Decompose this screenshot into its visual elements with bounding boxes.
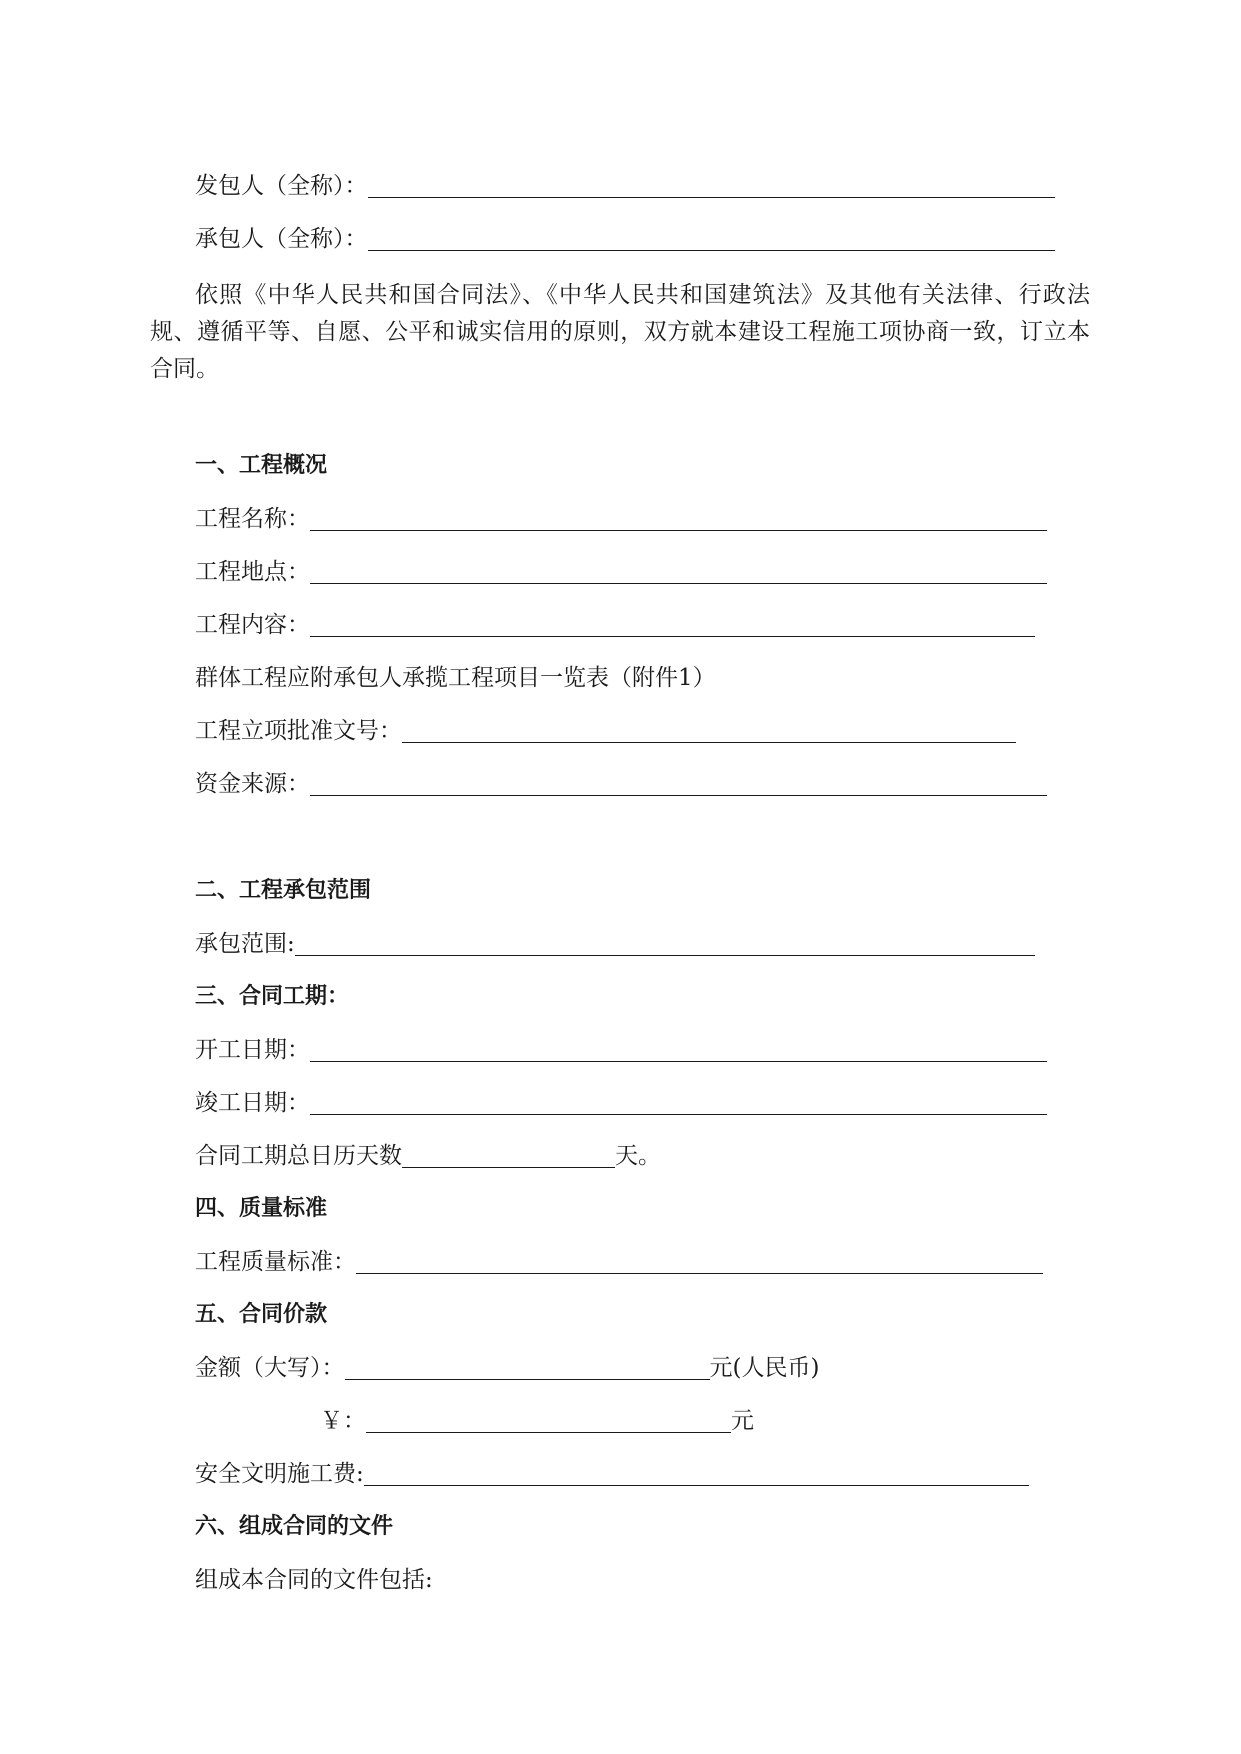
funding-source-line	[195, 769, 1047, 799]
contract-documents-line	[195, 1565, 433, 1595]
project-location-label: 工程地点：	[195, 559, 310, 585]
start-date-line	[195, 1035, 1047, 1065]
start-date-label: 开工日期：	[195, 1037, 310, 1063]
quality-standard-blank[interactable]	[356, 1251, 1043, 1274]
approval-number-label: 工程立项批准文号：	[195, 718, 402, 744]
total-days-suffix: 天。	[615, 1143, 661, 1169]
amount-words-line	[195, 1353, 819, 1383]
project-content-blank[interactable]	[310, 614, 1035, 637]
quality-standard-line	[195, 1247, 1043, 1277]
group-project-note	[195, 663, 716, 693]
funding-source-label: 资金来源：	[195, 771, 310, 797]
approval-number-blank[interactable]	[402, 720, 1016, 743]
project-name-line	[195, 504, 1047, 534]
section5-title: 五、合同价款	[195, 1302, 328, 1327]
employer-blank[interactable]	[368, 175, 1055, 198]
project-content-label: 工程内容：	[195, 612, 310, 638]
scope-blank[interactable]	[295, 933, 1035, 956]
section2-title: 二、工程承包范围	[195, 878, 372, 903]
contract-documents-label: 组成本合同的文件包括:	[195, 1567, 433, 1593]
quality-standard-label: 工程质量标准：	[195, 1249, 356, 1275]
project-location-line	[195, 557, 1047, 587]
section6-title: 六、组成合同的文件	[195, 1514, 394, 1539]
section1-title: 一、工程概况	[195, 453, 328, 478]
amount-figures-label: ￥：	[320, 1408, 366, 1434]
project-name-label: 工程名称：	[195, 506, 310, 532]
group-project-note-text: 群体工程应附承包人承揽工程项目一览表（附件1）	[195, 665, 716, 691]
project-content-line	[195, 610, 1035, 640]
amount-figures-suffix: 元	[731, 1408, 754, 1434]
safety-fee-blank[interactable]	[364, 1463, 1029, 1486]
total-days-blank[interactable]	[402, 1145, 615, 1168]
scope-line	[195, 929, 1035, 959]
safety-fee-label: 安全文明施工费:	[195, 1461, 364, 1487]
section4-title: 四、质量标准	[195, 1196, 328, 1221]
safety-fee-line	[195, 1459, 1029, 1489]
contractor-blank[interactable]	[368, 228, 1055, 251]
total-days-prefix: 合同工期总日历天数	[195, 1143, 402, 1169]
contractor-label: 承包人（全称）：	[195, 226, 368, 252]
employer-line	[195, 171, 1055, 201]
amount-words-label: 金额（大写）：	[195, 1355, 345, 1381]
completion-date-line	[195, 1088, 1047, 1118]
project-location-blank[interactable]	[310, 561, 1047, 584]
approval-number-line	[195, 716, 1016, 746]
total-days-line	[195, 1141, 661, 1171]
completion-date-blank[interactable]	[310, 1092, 1047, 1115]
start-date-blank[interactable]	[310, 1039, 1047, 1062]
funding-source-blank[interactable]	[310, 773, 1047, 796]
amount-figures-line	[320, 1406, 754, 1436]
employer-label: 发包人（全称）：	[195, 173, 368, 199]
preamble-paragraph: 依照《中华人民共和国合同法》、《中华人民共和国建筑法》及其他有关法律、行政法规、遵循平等、自愿、公平和诚实信用的原则，双方就本建设工程施工项协商一致，订立本合同。	[150, 282, 1090, 382]
amount-words-suffix: 元(人民币)	[709, 1355, 820, 1381]
amount-figures-blank[interactable]	[366, 1410, 731, 1433]
amount-words-blank[interactable]	[345, 1357, 710, 1380]
contractor-line	[195, 224, 1055, 254]
section3-title: 三、合同工期：	[195, 984, 350, 1009]
completion-date-label: 竣工日期：	[195, 1090, 310, 1116]
scope-label: 承包范围:	[195, 931, 295, 957]
project-name-blank[interactable]	[310, 508, 1047, 531]
